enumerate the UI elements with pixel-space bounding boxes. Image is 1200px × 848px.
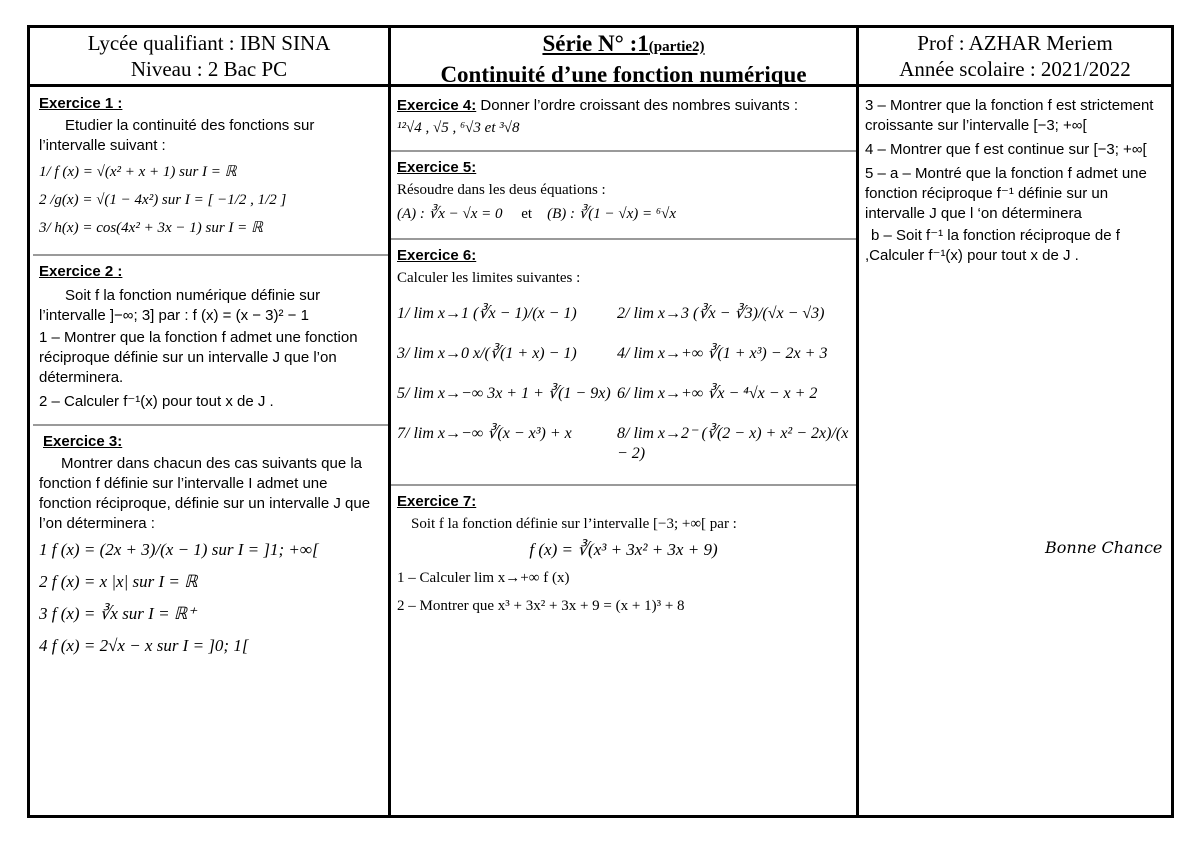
section-divider xyxy=(33,254,388,256)
exercise-6-title: Exercice 6: xyxy=(397,247,477,264)
exercise-3-item: 3 f (x) = ∛x sur I = ℝ⁺ xyxy=(39,604,197,623)
exercise-1-item: 1/ f (x) = √(x² + x + 1) sur I = ℝ xyxy=(39,164,237,180)
class-level: Niveau : 2 Bac PC xyxy=(130,57,288,81)
equation-a: (A) : ∛x − √x = 0 xyxy=(397,206,503,222)
limit-item: 4/ lim x→+∞ ∛(1 + x³) − 2x + 3 xyxy=(617,345,828,362)
exercise-2-question-1: 1 – Montrer que la fonction f admet une fonction réciproque définie sur un intervalle J que l’on déterminera. xyxy=(39,329,358,386)
worksheet-frame xyxy=(27,25,1174,818)
exercise-2-intro: Soit f la fonction numérique définie sur l’intervalle ]−∞; 3] par : f (x) = (x − 3)² − 1 xyxy=(39,287,321,324)
exercise-5-text: Résoudre dans les deus équations : xyxy=(397,182,606,198)
exercise-5-title: Exercice 5: xyxy=(397,159,477,176)
exercise-3-item: 1 f (x) = (2x + 3)/(x − 1) sur I = ]1; +∞[ xyxy=(39,540,319,559)
limit-item: 1/ lim x→1 (∛x − 1)/(x − 1) xyxy=(397,305,577,322)
section-divider xyxy=(33,424,388,426)
section-divider xyxy=(391,238,856,240)
closing-message: Bonne Chance xyxy=(1045,538,1163,557)
exercise-1-intro: Etudier la continuité des fonctions sur l’intervalle suivant : xyxy=(39,117,315,154)
header-teacher-cell xyxy=(859,28,1171,84)
exercise-7-question-5b: b – Soit f⁻¹ la fonction réciproque de f ,Calculer f⁻¹(x) pour tout x de J . xyxy=(865,227,1120,264)
header-title-cell xyxy=(391,28,856,87)
series-number: Série N° :1(partie2) xyxy=(542,31,705,56)
equation-b: (B) : ∛(1 − √x) = ⁶√x xyxy=(547,206,677,222)
exercise-3-item: 2 f (x) = x |x| sur I = ℝ xyxy=(39,572,198,591)
limits-grid xyxy=(397,304,850,464)
school-year: Année scolaire : 2021/2022 xyxy=(899,57,1131,81)
exercise-2-title: Exercice 2 : xyxy=(39,263,123,280)
exercise-2-question-2: 2 – Calculer f⁻¹(x) pour tout x de J . xyxy=(39,393,274,410)
teacher-name: Prof : AZHAR Meriem xyxy=(917,31,1113,55)
limit-item: 7/ lim x→−∞ ∛(x − x³) + x xyxy=(397,425,572,442)
exercise-1-item: 3/ h(x) = cos(4x² + 3x − 1) sur I = ℝ xyxy=(39,220,263,236)
limit-item: 2/ lim x→3 (∛x − ∛3)/(√x − √3) xyxy=(617,305,825,322)
exercise-6-text: Calculer les limites suivantes : xyxy=(397,270,581,286)
exercise-7-intro: Soit f la fonction définie sur l’intervalle [−3; +∞[ par : xyxy=(411,516,737,532)
exercise-1-item: 2 /g(x) = √(1 − 4x²) sur I = [ −1/2 , 1/2 ] xyxy=(39,192,287,208)
equation-connector: et xyxy=(521,206,533,222)
exercise-7-question-5a: 5 – a – Montré que la fonction f admet une fonction réciproque f⁻¹ définie sur un intervalle J que l ‘on déterminera xyxy=(865,165,1147,222)
exercise-7-question-1: 1 – Calculer lim x→+∞ f (x) xyxy=(397,570,570,586)
column-middle xyxy=(391,90,856,622)
limit-item: 8/ lim x→2⁻ (∛(2 − x) + x² − 2x)/(x − 2) xyxy=(617,425,849,462)
exercise-7-question-3: 3 – Montrer que la fonction f est strictement croissante sur l’intervalle [−3; +∞[ xyxy=(865,97,1154,134)
limit-item: 5/ lim x→−∞ 3x + 1 + ∛(1 − 9x) xyxy=(397,385,611,402)
column-left xyxy=(33,90,388,662)
exercise-4-title: Exercice 4: xyxy=(397,97,477,114)
exercise-3-title: Exercice 3: xyxy=(43,433,123,450)
exercise-1-title: Exercice 1 : xyxy=(39,95,123,112)
exercise-4-numbers: ¹²√4 , √5 , ⁶√3 et ³√8 xyxy=(397,120,520,136)
header-school-cell xyxy=(30,28,388,84)
exercise-7-title: Exercice 7: xyxy=(397,493,477,510)
limit-item: 3/ lim x→0 x/(∛(1 + x) − 1) xyxy=(397,345,577,362)
subject-title: Continuité d’une fonction numérique xyxy=(440,62,807,87)
section-divider xyxy=(391,484,856,486)
exercise-3-item: 4 f (x) = 2√x − x sur I = ]0; 1[ xyxy=(39,636,249,655)
school-name: Lycée qualifiant : IBN SINA xyxy=(87,31,331,55)
section-divider xyxy=(391,150,856,152)
exercise-3-intro: Montrer dans chacun des cas suivants que la fonction f définie sur l’intervalle I admet une fonction réciproque, définie sur un intervalle J que l’on déterminera : xyxy=(39,455,371,532)
limit-item: 6/ lim x→+∞ ∛x − ⁴√x − x + 2 xyxy=(617,385,818,402)
column-right xyxy=(859,90,1171,272)
exercise-7-question-2: 2 – Montrer que x³ + 3x² + 3x + 9 = (x + 1)³ + 8 xyxy=(397,598,685,614)
exercise-5-equations xyxy=(397,204,850,224)
exercise-7-formula: f (x) = ∛(x³ + 3x² + 3x + 9) xyxy=(529,540,718,559)
exercise-4-text: Donner l’ordre croissant des nombres suivants : xyxy=(480,97,799,114)
exercise-7-question-4: 4 – Montrer que f est continue sur [−3; +∞[ xyxy=(865,141,1147,158)
